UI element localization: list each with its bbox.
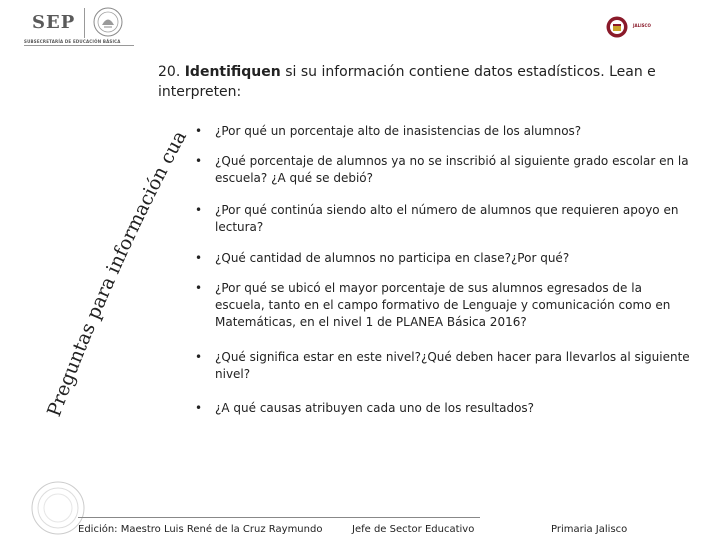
bullet-dot: •: [195, 154, 203, 168]
bullet-dot: •: [195, 350, 203, 364]
question-text: ¿Por qué un porcentaje alto de inasistencias de los alumnos?: [215, 124, 582, 138]
question-text: ¿A qué causas atribuyen cada uno de los resultados?: [215, 401, 535, 415]
list-item: [195, 153, 695, 187]
header-subtitle: SUBSECRETARÍA DE EDUCACIÓN BÁSICA: [24, 39, 121, 44]
footer-role: Jefe de Sector Educativo: [352, 524, 475, 535]
footer-edition: Edición: Maestro Luis René de la Cruz Raymundo: [78, 524, 323, 535]
question-text: ¿Por qué continúa siendo alto el número de alumnos que requieren apoyo en lectura?: [215, 203, 679, 234]
list-item: [195, 400, 695, 417]
list-item: [195, 349, 695, 383]
bullet-dot: •: [195, 281, 203, 295]
jalisco-logo-icon: [606, 16, 628, 38]
logo-divider: [84, 8, 85, 38]
footer-level: Primaria Jalisco: [551, 524, 628, 535]
list-item: [195, 202, 695, 236]
question-text: ¿Qué porcentaje de alumnos ya no se inscribió al siguiente grado escolar en la escuela? ¿A qué se debió?: [215, 154, 689, 185]
list-item: [195, 280, 695, 331]
bullet-dot: •: [195, 401, 203, 415]
bullet-dot: •: [195, 251, 203, 265]
footer-rule: [78, 517, 480, 518]
jalisco-logo-text: JALISCO: [633, 23, 651, 28]
list-item: [195, 250, 695, 267]
title-rest: si su información contiene datos estadísticos. Lean e interpreten:: [158, 64, 656, 100]
sep-logo-block: [18, 4, 228, 52]
sep-logo-text: SEP: [32, 12, 76, 33]
bullet-dot: •: [195, 124, 203, 138]
list-item: [195, 123, 695, 140]
question-text: ¿Qué cantidad de alumnos no participa en clase?¿Por qué?: [215, 251, 570, 265]
side-label-text: [39, 101, 191, 420]
header-rule: [24, 45, 134, 46]
title-bold-verb: Identifiquen: [184, 64, 281, 80]
question-text: ¿Qué significa estar en este nivel?¿Qué deben hacer para llevarlos al siguiente nivel?: [215, 350, 690, 381]
question-text: ¿Por qué se ubicó el mayor porcentaje de sus alumnos egresados de la escuela, tanto en el campo formativo de Lenguaje y comunicación como en Matemáticas, en el nivel 1 de PLANEA Básica 2016?: [215, 281, 671, 329]
jalisco-logo-block: [588, 4, 698, 52]
page-header: [0, 0, 720, 55]
page-title: [158, 62, 688, 102]
sep-logo: [32, 12, 77, 34]
title-number: 20.: [158, 64, 181, 80]
national-seal-icon: [92, 6, 124, 38]
side-label: [38, 101, 195, 428]
bullet-dot: •: [195, 203, 203, 217]
side-label-textpath: Preguntas para información cuantitativa: [38, 101, 191, 420]
